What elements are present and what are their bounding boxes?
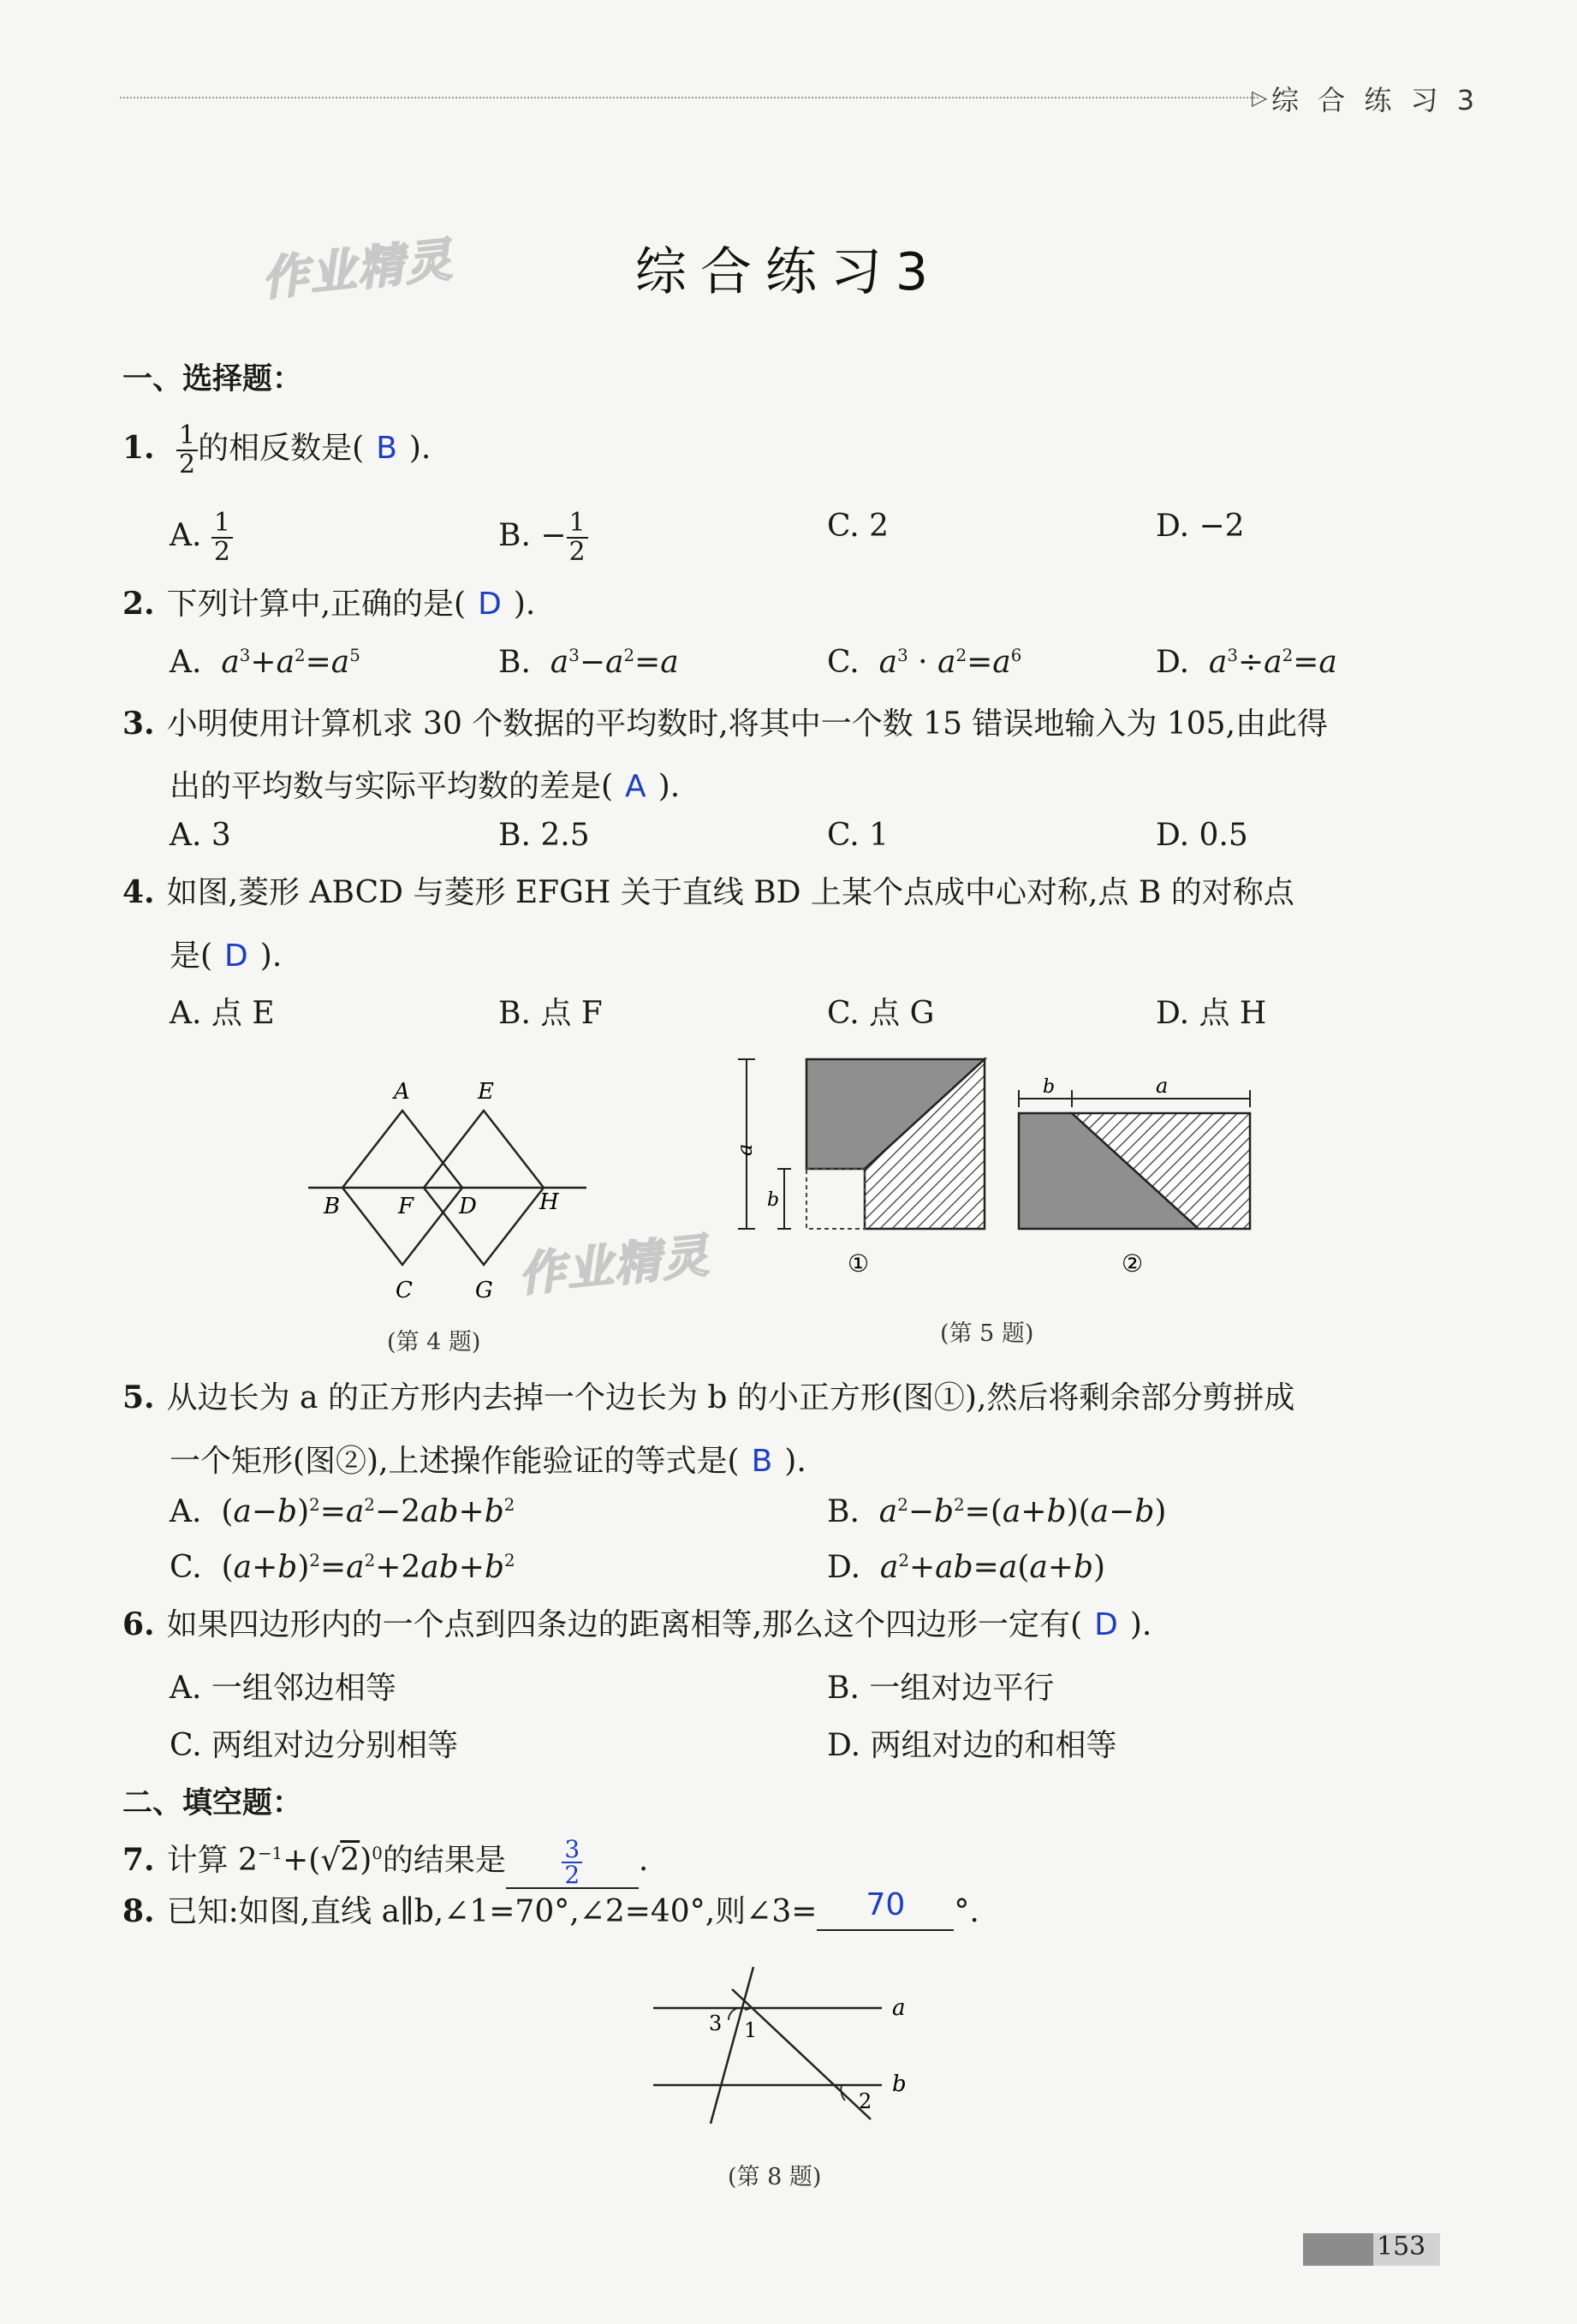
fig4-label-c: C	[396, 1278, 413, 1303]
q2-text: 下列计算中,正确的是(	[166, 587, 467, 622]
fig8-label-angle1: 1	[744, 2018, 758, 2042]
q8-text: 已知:如图,直线 a∥b,∠1=70°,∠2=40°,则∠3=	[166, 1894, 818, 1929]
question-7: 7. 计算 $2^{-1}+(√2)^0$的结果是 $\frac{3}{2}$ .	[122, 1835, 649, 1889]
q4-option-a: A. 点 E	[170, 996, 275, 1031]
q7-answer-blank: $\frac{3}{2}$	[506, 1838, 639, 1889]
q5-line2: 一个矩形(图②),上述操作能验证的等式是( B ).	[170, 1444, 806, 1479]
q8-answer: 70	[866, 1887, 906, 1922]
q5-option-b: B. $a^2-b^2=(a+b)(a-b)$	[827, 1494, 1167, 1529]
watermark-2: 作业精灵	[515, 1228, 713, 1302]
q1-option-d: D. −2	[1156, 509, 1245, 544]
q3-line1: 小明使用计算机求 30 个数据的平均数时,将其中一个数 15 错误地输入为 105,由此得	[166, 706, 1329, 742]
q4-option-c: C. 点 G	[827, 996, 935, 1031]
header-arrow-icon: ▷	[1252, 86, 1268, 110]
question-2	[122, 587, 535, 622]
section-choice: 一、选择题：	[122, 362, 303, 396]
q8-answer-blank	[817, 1887, 954, 1931]
q3-answer: A	[625, 769, 646, 804]
q1-answer: B	[376, 431, 397, 466]
q3-line2: 出的平均数与实际平均数的差是( A ).	[170, 769, 681, 804]
fig5-label-b-2: b	[1043, 1076, 1056, 1098]
q6-option-c: C. 两组对边分别相等	[170, 1728, 459, 1763]
question-1	[122, 422, 431, 479]
q1-fraction: $\frac{1}{2}$	[176, 422, 198, 479]
q6-number: 6.	[122, 1606, 155, 1642]
q7-text-b: 的结果是	[382, 1843, 506, 1878]
header-rule	[120, 97, 1259, 98]
fig4-label-h: H	[539, 1189, 559, 1215]
q5-number: 5.	[122, 1380, 155, 1415]
fig8-label-a: a	[892, 1995, 906, 2021]
fig4-label-d: D	[459, 1194, 477, 1219]
q3-number: 3.	[122, 706, 155, 742]
q5-caption: (第 5 题)	[940, 1320, 1034, 1347]
q5-option-a: A. $(a-b)^2=a^2-2ab+b^2$	[170, 1494, 515, 1529]
q1-text-end: ).	[408, 431, 431, 466]
q1-number: 1.	[122, 430, 155, 466]
page-number: 153	[1377, 2232, 1426, 2261]
fig8-label-angle2: 2	[859, 2089, 872, 2113]
fig5-label-a-1: a	[733, 1143, 757, 1156]
q8-number: 8.	[122, 1893, 155, 1929]
header-section: 综 合 练 习 3	[1271, 84, 1480, 116]
q6-option-b: B. 一组对边平行	[827, 1671, 1055, 1706]
q5-option-d: D. $a^2+ab=a(a+b)$	[827, 1550, 1106, 1585]
q4-number: 4.	[122, 874, 155, 910]
q1-text: 的相反数是(	[198, 431, 365, 466]
q6-option-d: D. 两组对边的和相等	[827, 1728, 1117, 1763]
fig5-label-fig2: ②	[1122, 1249, 1144, 1278]
q8-caption: (第 8 题)	[728, 2164, 822, 2190]
fig5-label-a-2: a	[1156, 1074, 1169, 1098]
fig5-removed-square	[806, 1169, 865, 1229]
q2-answer: D	[478, 587, 502, 622]
q6-answer: D	[1094, 1607, 1118, 1642]
q2-option-b: B. $a^3-a^2=a$	[498, 645, 679, 680]
fig8-label-b: b	[892, 2071, 907, 2097]
q5-option-c: C. $(a+b)^2=a^2+2ab+b^2$	[170, 1550, 515, 1585]
q1-option-c: C. 2	[827, 509, 890, 544]
question-6	[122, 1607, 1152, 1642]
q4-answer: D	[224, 939, 248, 974]
q4-caption: (第 4 题)	[387, 1329, 481, 1356]
q4-option-b: B. 点 F	[498, 996, 603, 1031]
q4-line1: 如图,菱形 ABCD 与菱形 EFGH 关于直线 BD 上某个点成中心对称,点 B 的对称点	[166, 875, 1294, 910]
q5-answer: B	[751, 1444, 773, 1479]
q5-line1: 从边长为 a 的正方形内去掉一个边长为 b 的小正方形(图①),然后将剩余部分剪拼成	[166, 1380, 1295, 1415]
question-4	[122, 875, 1294, 910]
question-8: 8. 已知:如图,直线 a∥b,∠1=70°,∠2=40°,则∠3= 70 °.	[122, 1887, 979, 1929]
q2-option-a: A. $a^3+a^2=a^5$	[170, 645, 360, 680]
fig4-label-b: B	[324, 1194, 341, 1219]
q7-text: 计算 2	[166, 1843, 258, 1878]
q6-text-end: ).	[1129, 1607, 1152, 1642]
q4-line2: 是( D ).	[170, 939, 283, 974]
fig5-label-fig1: ①	[848, 1249, 870, 1278]
figure-5	[733, 1045, 1284, 1319]
fig4-label-g: G	[475, 1278, 493, 1303]
fig8-label-angle3: 3	[709, 2011, 723, 2035]
q2-option-c: C. $a^3 \cdot a^2=a^6$	[827, 645, 1022, 680]
q1-option-b: B. − $\frac{1}{2}$	[498, 509, 588, 566]
fig4-label-e: E	[478, 1079, 494, 1105]
watermark: 作业精灵	[259, 232, 456, 307]
q1-option-a: A. $\frac{1}{2}$	[170, 509, 233, 566]
fig4-label-a: A	[394, 1079, 410, 1105]
q2-option-d: D. $a^3\div a^2=a$	[1156, 645, 1337, 680]
q2-number: 2.	[122, 586, 155, 622]
fig5-label-b-1: b	[767, 1189, 780, 1211]
q3-option-c: C. 1	[827, 818, 890, 853]
q2-text-end: ).	[513, 587, 536, 622]
figure-8	[646, 1957, 929, 2128]
q3-option-a: A. 3	[170, 818, 231, 853]
q3-option-b: B. 2.5	[498, 818, 590, 853]
q7-number: 7.	[122, 1842, 155, 1878]
q6-option-a: A. 一组邻边相等	[170, 1671, 396, 1706]
question-3	[122, 706, 1328, 742]
q4-option-d: D. 点 H	[1156, 996, 1267, 1031]
q6-text: 如果四边形内的一个点到四条边的距离相等,那么这个四边形一定有(	[166, 1607, 1083, 1642]
page-title: 综合练习3	[634, 242, 943, 302]
section-fill: 二、填空题：	[122, 1786, 303, 1820]
fig4-label-f: F	[398, 1194, 414, 1219]
q3-option-d: D. 0.5	[1156, 818, 1248, 853]
question-5	[122, 1380, 1294, 1415]
